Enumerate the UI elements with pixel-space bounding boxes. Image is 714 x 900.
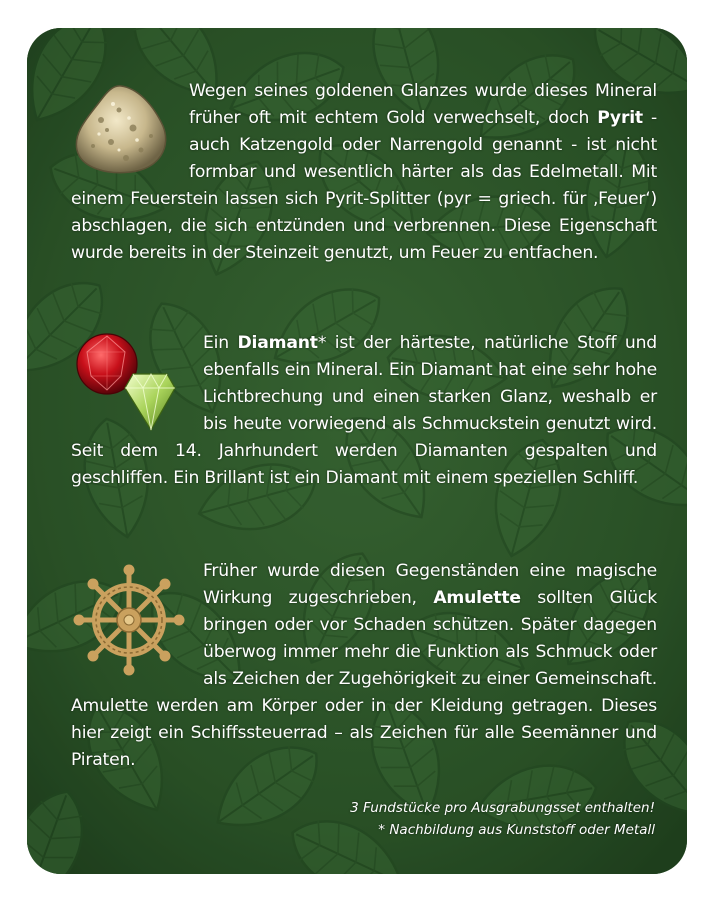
- diamond-gems-image: [71, 330, 189, 434]
- amulet-term: Amulette: [433, 588, 521, 608]
- pyrite-stone-image: [71, 78, 175, 180]
- diamond-section: [71, 330, 657, 492]
- info-card: [27, 28, 687, 874]
- footer-note-replica: * Nachbildung aus Kunststoff oder Metall: [378, 822, 655, 838]
- ship-wheel-amulet-image: [71, 558, 189, 684]
- diamond-term: Diamant: [237, 333, 318, 353]
- amulet-section: [71, 558, 657, 774]
- pyrite-term: Pyrit: [597, 108, 643, 128]
- amulet-paragraph: Früher wurde diesen Gegenständen eine magische Wirkung zugeschrieben, Amulette sollten Glück bringen oder vor Schaden schützen. Später dagegen überwog immer mehr die Funktion als Schmuck oder als Zeichen der Zugehörigkeit zu einer Gemeinschaft. Amulette werden am Körper oder in der Kleidung getragen. Dieses hier zeigt ein Schiffssteuerrad – als Zeichen für alle Seemänner und Piraten.: [71, 561, 657, 770]
- pyrite-section: [71, 78, 657, 267]
- diamond-paragraph: Ein Diamant* ist der härteste, natürliche Stoff und ebenfalls ein Mineral. Ein Diamant hat eine sehr hohe Lichtbrechung und einen starken Glanz, weshalb er bis heute vorwiegend als Schmuckstein genutzt wird. Seit dem 14. Jahrhundert werden Diamanten gespalten und geschliffen. Ein Brillant ist ein Diamant mit einem speziellen Schliff.: [71, 333, 657, 488]
- footer-note-sets: 3 Fundstücke pro Ausgrabungsset enthalten!: [350, 800, 655, 816]
- pyrite-paragraph: Wegen seines goldenen Glanzes wurde dieses Mineral früher oft mit echtem Gold verwechselt, doch Pyrit - auch Katzengold oder Narrengold genannt - ist nicht formbar und wesentlich härter als das Edelmetall. Mit einem Feuerstein lassen sich Pyrit-Splitter (pyr = griech. für ‚Feuer‘) abschlagen, die sich entzünden und verbrennen. Diese Eigenschaft wurde bereits in der Steinzeit genutzt, um Feuer zu entfachen.: [71, 81, 658, 263]
